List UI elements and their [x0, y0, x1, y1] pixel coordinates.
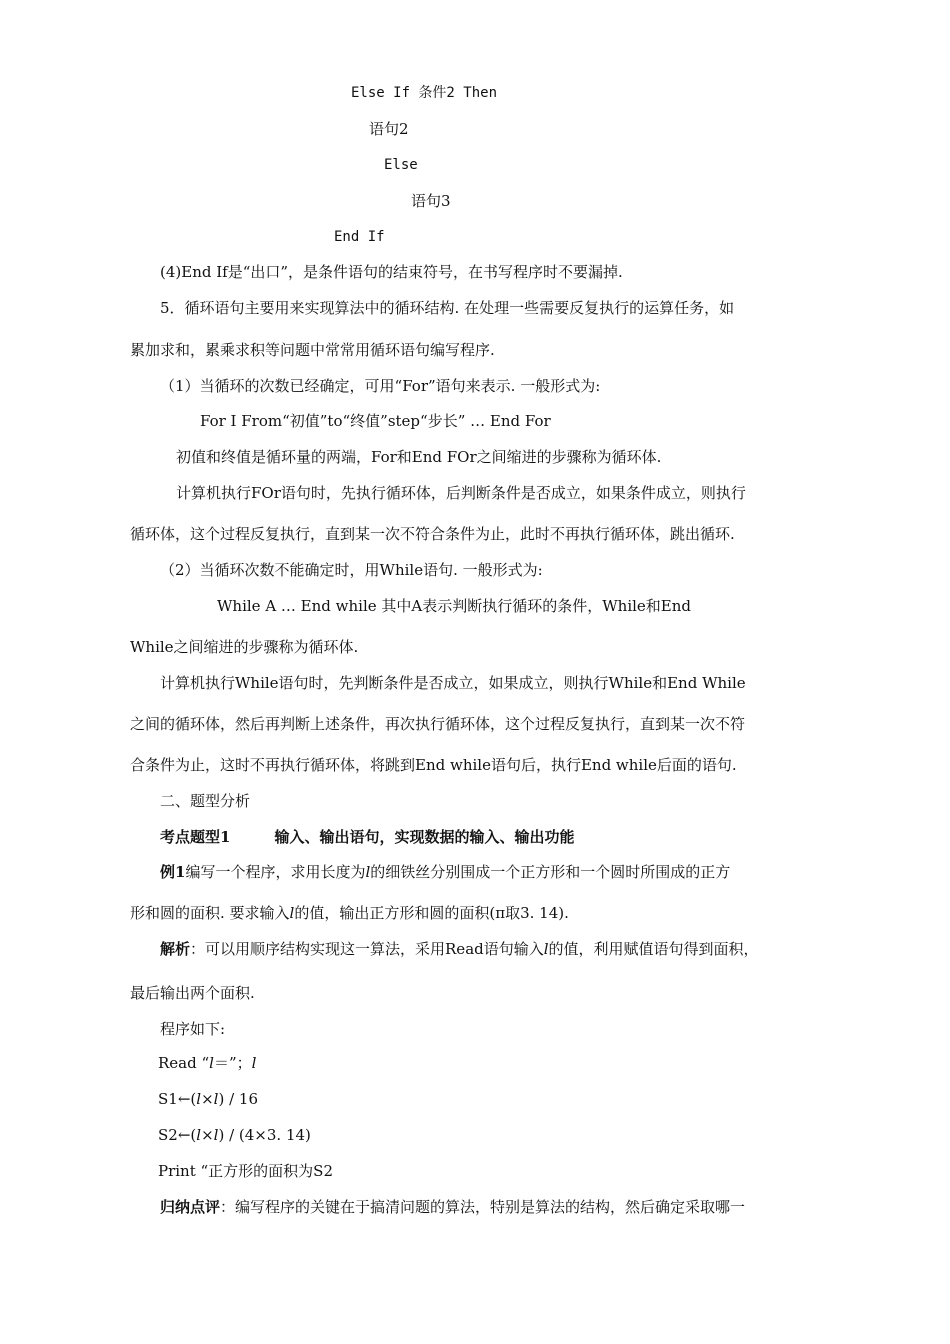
example-1-line-1 — [160, 862, 730, 882]
summary-text: ：编写程序的关键在于搞清问题的算法，特别是算法的结构，然后确定采取哪一 — [220, 1198, 746, 1216]
var-l: l — [213, 1126, 219, 1144]
summary-label: 归纳点评 — [160, 1198, 221, 1216]
for-description: 初值和终值是循环量的两端，For和End FOr之间缩进的步骤称为循环体. — [176, 448, 662, 466]
code-text: ＝”； — [213, 1054, 252, 1072]
code-text: × — [201, 1126, 214, 1144]
var-l: l — [209, 1054, 214, 1072]
var-l: l — [251, 1054, 257, 1072]
var-l: l — [543, 940, 549, 958]
summary-line — [160, 1197, 745, 1217]
analysis-line-1 — [160, 939, 759, 959]
while-syntax-line-2: While之间缩进的步骤称为循环体. — [130, 638, 359, 656]
analysis-text-b: 的值，利用赋值语句得到面积， — [548, 940, 759, 958]
end-if-note: (4)End If是“出口”，是条件语句的结束符号，在书写程序时不要漏掉. — [160, 263, 623, 281]
while-intro: （2）当循环次数不能确定时，用While语句. 一般形式为: — [160, 561, 543, 579]
example-text-c: 形和圆的面积. 要求输入 — [130, 904, 290, 922]
code-text: ) / (4×3. 14) — [218, 1126, 311, 1144]
var-l: l — [365, 863, 371, 881]
example-label: 例1 — [160, 863, 186, 881]
analysis-text-a: ：可以用顺序结构实现这一算法，采用Read语句输入 — [190, 940, 544, 958]
code-text: Read “ — [158, 1054, 210, 1072]
example-text-b: 的细铁丝分别围成一个正方形和一个圆时所围成的正方 — [370, 863, 731, 881]
var-l: l — [213, 1090, 219, 1108]
code-line-end-if: End If — [334, 229, 385, 245]
analysis-label: 解析 — [160, 940, 191, 958]
example-1-line-2 — [130, 903, 569, 923]
while-syntax-line-1: While A … End while 其中A表示判断执行循环的条件，While和End — [217, 597, 692, 615]
code-text: S2←( — [158, 1126, 197, 1144]
topic-label: 考点题型1 — [160, 828, 231, 846]
loop-paragraph-line-2: 累加求和，累乘求积等问题中常常用循环语句编写程序. — [130, 341, 495, 359]
var-l: l — [196, 1090, 202, 1108]
analysis-line-2: 最后输出两个面积. — [130, 984, 255, 1002]
loop-paragraph-line-1: 5．循环语句主要用来实现算法中的循环结构. 在处理一些需要反复执行的运算任务，如 — [160, 299, 735, 317]
code-line-else: Else — [384, 157, 418, 173]
section-heading: 二、题型分析 — [160, 792, 251, 810]
code-text: × — [201, 1090, 214, 1108]
for-syntax: For I From“初值”to“终值”step“步长” … End For — [200, 412, 551, 430]
while-execution-line-2: 之间的循环体，然后再判断上述条件，再次执行循环体，这个过程反复执行，直到某一次不符 — [130, 715, 746, 733]
program-print-line: Print “正方形的面积为S2 — [158, 1162, 334, 1180]
program-intro: 程序如下: — [160, 1020, 226, 1038]
program-s1-line — [158, 1089, 258, 1109]
while-execution-line-3: 合条件为止，这时不再执行循环体，将跳到End while语句后，执行End while后面的语句. — [130, 756, 737, 774]
example-text-a: 编写一个程序，求用长度为 — [185, 863, 366, 881]
for-execution-line-1: 计算机执行FOr语句时，先执行循环体，后判断条件是否成立，如果条件成立，则执行 — [176, 484, 746, 502]
var-l: l — [289, 904, 295, 922]
code-text: ) / 16 — [218, 1090, 258, 1108]
program-s2-line — [158, 1125, 311, 1145]
for-execution-line-2: 循环体，这个过程反复执行，直到某一次不符合条件为止，此时不再执行循环体，跳出循环. — [130, 525, 735, 543]
topic-heading — [160, 827, 574, 847]
topic-text: 输入、输出语句，实现数据的输入、输出功能 — [274, 828, 575, 846]
for-intro: （1）当循环的次数已经确定，可用“For”语句来表示. 一般形式为: — [160, 377, 601, 395]
while-execution-line-1: 计算机执行While语句时，先判断条件是否成立，如果成立，则执行While和End While — [160, 674, 746, 692]
example-text-d: 的值，输出正方形和圆的面积(π取3. 14). — [294, 904, 569, 922]
var-l: l — [196, 1126, 202, 1144]
code-text: S1←( — [158, 1090, 197, 1108]
code-line-else-if: Else If 条件2 Then — [351, 85, 498, 101]
program-read-line — [158, 1053, 256, 1073]
code-line-statement-2: 语句2 — [369, 120, 409, 138]
code-line-statement-3: 语句3 — [411, 192, 451, 210]
